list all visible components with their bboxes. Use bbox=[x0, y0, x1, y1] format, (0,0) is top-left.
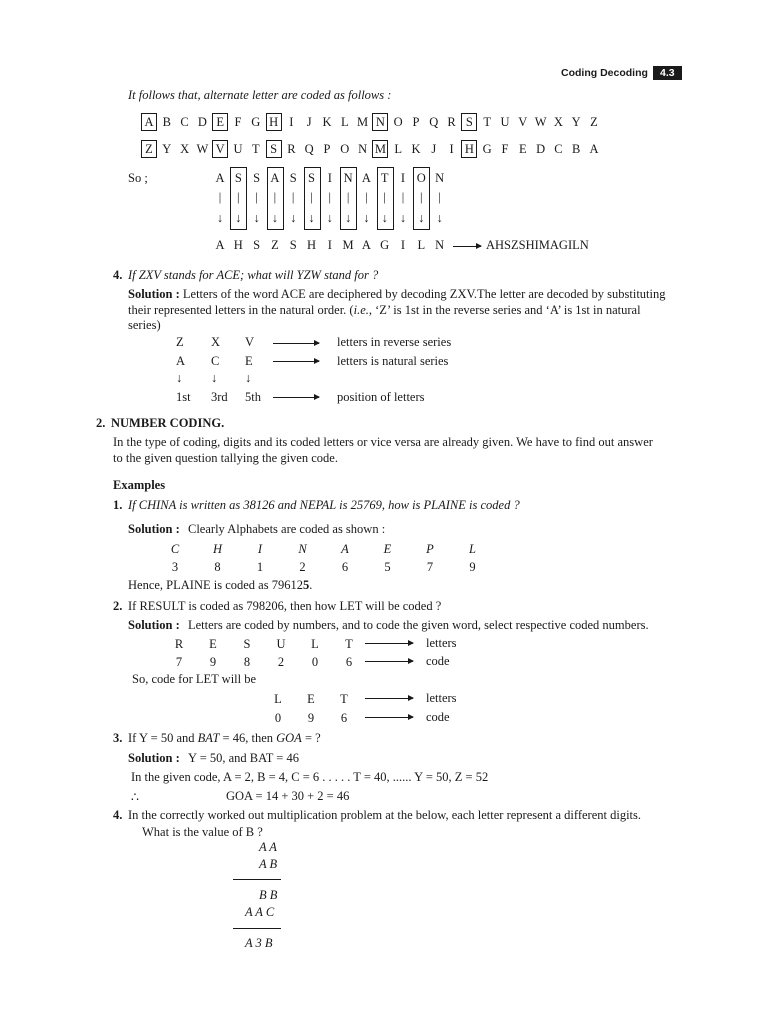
alphabet-letter: A bbox=[142, 114, 156, 130]
reverse-letter: J bbox=[431, 142, 437, 156]
reverse-letter: T bbox=[251, 142, 260, 156]
ex1-digit: 2 bbox=[299, 560, 306, 574]
reverse-letter: M bbox=[374, 142, 386, 156]
examples-heading: Examples bbox=[113, 478, 166, 492]
alphabet-letter: F bbox=[234, 115, 242, 129]
alphabet-letter: H bbox=[267, 114, 281, 130]
ex2-digit: 6 bbox=[345, 655, 353, 669]
connector-line: | bbox=[310, 190, 313, 204]
ex2-digit: 0 bbox=[311, 655, 319, 669]
ex1-solution-label: Solution : bbox=[128, 522, 180, 536]
coded-letter: I bbox=[400, 238, 406, 252]
ex3-number: 3. bbox=[113, 731, 123, 745]
q4-sol-line2a: their represented letters in the natural order. ( bbox=[128, 302, 354, 317]
alphabet-letter: Z bbox=[590, 115, 598, 129]
word-letter: A bbox=[361, 171, 371, 185]
ex2-letters-label: letters bbox=[426, 636, 457, 650]
zxv-1: Z bbox=[176, 335, 184, 349]
pos-3: 5th bbox=[245, 390, 261, 404]
alphabet-letter: D bbox=[197, 115, 207, 129]
down-arrow: ↓ bbox=[290, 211, 297, 225]
alphabet-letter: G bbox=[251, 115, 261, 129]
alphabet-letter: M bbox=[357, 115, 369, 129]
ex2-letter: L bbox=[311, 637, 319, 651]
ex3-q-c: = ? bbox=[301, 731, 321, 745]
reverse-letter: Q bbox=[304, 142, 314, 156]
word-letter: A bbox=[215, 171, 225, 185]
ex1-hence bbox=[128, 578, 312, 593]
ex1-letter: P bbox=[426, 542, 434, 556]
reverse-letter: W bbox=[196, 142, 209, 156]
connector-line: | bbox=[365, 190, 368, 204]
ex3-q-b: = 46, then bbox=[219, 731, 277, 745]
ace-3: E bbox=[245, 354, 253, 368]
reverse-letter: Y bbox=[162, 142, 172, 156]
alphabet-letter: E bbox=[213, 114, 227, 130]
arrow bbox=[273, 343, 319, 344]
ex1-digits bbox=[168, 559, 498, 575]
down-arrow: ↓ bbox=[344, 211, 352, 225]
mult-result: A 3 B bbox=[245, 936, 273, 950]
q4-question: If ZXV stands for ACE; what will YZW stand for ? bbox=[128, 268, 379, 282]
alphabet-letter: X bbox=[553, 115, 563, 129]
ex1-letters bbox=[168, 541, 498, 557]
connector-line: | bbox=[255, 190, 258, 204]
down-arrow: ↓ bbox=[216, 211, 224, 225]
word-letter: S bbox=[253, 171, 261, 185]
ex1-hence-bold: 5 bbox=[302, 578, 310, 592]
let-digit: 0 bbox=[274, 711, 282, 725]
ex1-digit: 5 bbox=[384, 560, 391, 574]
coded-letter: S bbox=[289, 238, 297, 252]
word-letter: A bbox=[270, 171, 280, 185]
down-arrow: ↓ bbox=[399, 211, 407, 225]
arrow bbox=[273, 361, 319, 362]
coded-letter: L bbox=[417, 238, 426, 252]
ex1-number: 1. bbox=[113, 498, 123, 512]
arrow bbox=[365, 661, 413, 662]
reverse-letter: N bbox=[358, 142, 368, 156]
reverse-letter: L bbox=[394, 142, 402, 156]
alphabet-letter: J bbox=[306, 115, 312, 129]
reverse-letter: O bbox=[340, 142, 350, 156]
ex2-digit: 9 bbox=[209, 655, 217, 669]
arrow bbox=[273, 397, 319, 398]
connector-line: | bbox=[438, 190, 441, 204]
reverse-letter: K bbox=[411, 142, 421, 156]
column-box bbox=[230, 167, 247, 230]
connector-line: | bbox=[291, 190, 295, 204]
connector-line: | bbox=[420, 190, 423, 204]
coded-letter: A bbox=[215, 238, 225, 252]
ex3-solution-label: Solution : bbox=[128, 751, 180, 765]
down-arrow: ↓ bbox=[308, 211, 315, 225]
down-arrow: ↓ bbox=[418, 211, 425, 225]
alphabet-letter: P bbox=[412, 115, 420, 129]
arrow bbox=[365, 698, 413, 699]
alphabet-letter: U bbox=[500, 115, 510, 129]
ex1-letter: A bbox=[341, 542, 349, 556]
ex2-code-label: code bbox=[426, 654, 450, 668]
ex1-digit: 1 bbox=[256, 560, 264, 574]
let-letter: L bbox=[274, 692, 282, 706]
ex2-letter: E bbox=[209, 637, 217, 651]
q4-sol-line3: series) bbox=[128, 318, 161, 332]
reverse-letter: D bbox=[536, 142, 546, 156]
ex3-q-bat: BAT bbox=[197, 731, 220, 745]
reverse-letter: P bbox=[323, 142, 331, 156]
ex3-question bbox=[128, 731, 321, 746]
reverse-letter: V bbox=[213, 141, 227, 157]
reverse-letter: E bbox=[518, 142, 527, 156]
q4-solution bbox=[128, 287, 698, 334]
ace-1: A bbox=[176, 354, 186, 368]
down-arrow: ↓ bbox=[326, 211, 333, 225]
coded-letter: M bbox=[342, 238, 354, 252]
ex1-digit: 3 bbox=[171, 560, 179, 574]
ex1-digit: 7 bbox=[426, 560, 434, 574]
alphabet-letter: N bbox=[373, 114, 387, 130]
alphabet-letter: R bbox=[447, 115, 456, 129]
pos-1: 1st bbox=[176, 390, 191, 404]
reverse-letter: G bbox=[482, 142, 492, 156]
mult-row3: B B bbox=[259, 888, 278, 902]
pos-2: 3rd bbox=[211, 390, 228, 404]
reverse-letter: Z bbox=[142, 141, 156, 157]
column-box bbox=[304, 167, 321, 230]
column-box bbox=[267, 167, 284, 230]
let-letters bbox=[271, 691, 371, 707]
mult-row4: A A C bbox=[245, 905, 275, 919]
coded-letter: I bbox=[327, 238, 332, 252]
zxv-3: V bbox=[245, 335, 255, 349]
ex2-letter: T bbox=[345, 637, 353, 651]
let-code-label: code bbox=[426, 710, 450, 724]
zxv-2: X bbox=[211, 335, 221, 349]
column-box bbox=[340, 167, 357, 230]
ex1-question: If CHINA is written as 38126 and NEPAL is 25769, how is PLAINE is coded ? bbox=[128, 498, 520, 512]
reverse-alphabet-row bbox=[142, 141, 612, 157]
reverse-letter: S bbox=[267, 141, 281, 157]
reverse-letter: C bbox=[554, 142, 563, 156]
ex2-digit: 7 bbox=[175, 655, 183, 669]
word-letter: S bbox=[308, 171, 315, 185]
ex2-digits bbox=[172, 654, 372, 670]
section-intro bbox=[113, 435, 713, 466]
ex1-letter: H bbox=[212, 542, 223, 556]
result-arrow bbox=[453, 246, 481, 247]
alphabet-letter: C bbox=[180, 115, 189, 129]
ex2-solution-label: Solution : bbox=[128, 618, 180, 632]
mult-line bbox=[233, 928, 281, 929]
alphabet-letter: T bbox=[483, 115, 491, 129]
ex2-letters bbox=[172, 636, 372, 652]
reverse-letter: H bbox=[462, 141, 476, 157]
ex2-question: If RESULT is coded as 798206, then how LET will be coded ? bbox=[128, 599, 442, 613]
reverse-letter: F bbox=[501, 142, 509, 156]
section-intro-line2: to the given question tallying the given code. bbox=[113, 450, 338, 465]
let-digits bbox=[271, 710, 371, 726]
mult-line bbox=[233, 879, 281, 880]
section-title: NUMBER CODING. bbox=[111, 416, 225, 430]
word-letter: I bbox=[327, 171, 332, 185]
alphabet-row bbox=[142, 114, 612, 130]
therefore-symbol: ∴ bbox=[131, 790, 139, 804]
ace-label: letters is natural series bbox=[337, 354, 449, 368]
word-letter: I bbox=[400, 171, 406, 185]
connector-line: | bbox=[273, 190, 277, 204]
let-letters-label: letters bbox=[426, 691, 457, 705]
down-arrow: ↓ bbox=[436, 211, 443, 225]
ex4-question-line1: In the correctly worked out multiplication problem at the below, each letter represent a different digits. bbox=[128, 808, 642, 822]
ex1-letter: E bbox=[383, 542, 392, 556]
ex1-letter: I bbox=[257, 542, 263, 556]
column-box bbox=[413, 167, 430, 230]
word-letter: O bbox=[416, 171, 426, 185]
reverse-letter: B bbox=[572, 142, 581, 156]
coded-letter: G bbox=[380, 238, 390, 252]
connector-line: | bbox=[218, 190, 222, 204]
reverse-letter: U bbox=[233, 142, 243, 156]
down-arrow: ↓ bbox=[245, 371, 252, 385]
down-arrow: ↓ bbox=[253, 211, 260, 225]
alphabet-letter: B bbox=[162, 115, 171, 129]
word-letter: S bbox=[289, 171, 297, 185]
ex1-letter: L bbox=[469, 542, 476, 556]
ex2-letter: U bbox=[276, 637, 286, 651]
alphabet-letter: K bbox=[322, 115, 332, 129]
solution-label: Solution : bbox=[128, 287, 180, 301]
ex3-q-goa: GOA bbox=[276, 731, 302, 745]
coded-row bbox=[213, 237, 453, 253]
column-box bbox=[377, 167, 394, 230]
alphabet-letter: S bbox=[462, 114, 476, 130]
connector-line: | bbox=[237, 190, 240, 204]
coded-letter: S bbox=[253, 238, 261, 252]
down-arrow: ↓ bbox=[211, 371, 218, 385]
section-number: 2. bbox=[96, 416, 106, 430]
arrow bbox=[365, 643, 413, 644]
arrow bbox=[365, 717, 413, 718]
word-letter: N bbox=[435, 171, 445, 185]
alphabet-letter: Y bbox=[571, 115, 581, 129]
so-label: So ; bbox=[128, 171, 148, 185]
ex1-digit: 8 bbox=[214, 560, 221, 574]
word-letter: T bbox=[380, 171, 389, 185]
ex2-solution: Letters are coded by numbers, and to code the given word, select respective coded numbers. bbox=[188, 618, 649, 632]
let-letter: T bbox=[340, 692, 348, 706]
reverse-letter: I bbox=[449, 142, 454, 156]
connector-line: | bbox=[328, 190, 332, 204]
intro-text: It follows that, alternate letter are coded as follows : bbox=[128, 88, 392, 102]
alphabet-letter: O bbox=[393, 115, 403, 129]
coded-letter: Z bbox=[271, 238, 279, 252]
ex1-letter: C bbox=[170, 542, 180, 556]
ex1-hence-text: Hence, PLAINE is coded as 79612 bbox=[128, 578, 303, 592]
q4-sol-ie: i.e., bbox=[353, 302, 373, 317]
q4-number: 4. bbox=[113, 268, 123, 282]
down-arrow: ↓ bbox=[271, 211, 279, 225]
let-letter: E bbox=[307, 692, 315, 706]
word-letter: N bbox=[343, 171, 353, 185]
alphabet-letter: I bbox=[289, 115, 294, 129]
reverse-letter: R bbox=[287, 142, 296, 156]
ex2-number: 2. bbox=[113, 599, 123, 613]
ex1-letter: N bbox=[298, 542, 307, 556]
down-arrow: ↓ bbox=[235, 211, 242, 225]
coded-letter: H bbox=[233, 238, 243, 252]
down-arrow: ↓ bbox=[363, 211, 370, 225]
ex1-hence-end: . bbox=[309, 578, 313, 592]
zxv-label: letters in reverse series bbox=[337, 335, 452, 349]
connector-line: | bbox=[383, 190, 386, 204]
connector-line: | bbox=[346, 190, 350, 204]
coded-result: AHSZSHIMAGILN bbox=[486, 238, 589, 252]
ex1-digit: 9 bbox=[469, 560, 476, 574]
ex3-solution: Y = 50, and BAT = 46 bbox=[188, 751, 299, 765]
ace-2: C bbox=[211, 354, 220, 368]
let-digit: 6 bbox=[340, 711, 348, 725]
coded-letter: N bbox=[435, 238, 445, 252]
chapter-title: Coding Decoding bbox=[561, 67, 648, 79]
ex3-given: In the given code, A = 2, B = 4, C = 6 . . . . . T = 40, ...... Y = 50, Z = 52 bbox=[131, 770, 489, 784]
connector-line: | bbox=[401, 190, 405, 204]
alphabet-letter: L bbox=[340, 115, 349, 129]
alphabet-letter: Q bbox=[429, 115, 439, 129]
alphabet-letter: W bbox=[534, 115, 547, 129]
reverse-letter: X bbox=[180, 142, 190, 156]
ex2-digit: 2 bbox=[277, 655, 285, 669]
down-arrow: ↓ bbox=[176, 371, 183, 385]
ex2-letter: R bbox=[174, 637, 184, 651]
mult-row2: A B bbox=[259, 857, 278, 871]
mult-row1: A A bbox=[259, 840, 277, 854]
word-letter: S bbox=[234, 171, 242, 185]
ex4-question-line2: What is the value of B ? bbox=[142, 825, 263, 839]
let-digit: 9 bbox=[307, 711, 315, 725]
ex3-q-a: If Y = 50 and bbox=[128, 731, 198, 745]
coded-letter: A bbox=[361, 238, 371, 252]
ex2-digit: 8 bbox=[243, 655, 251, 669]
coded-letter: H bbox=[306, 238, 317, 252]
pos-label: position of letters bbox=[337, 390, 425, 404]
ex2-letter: S bbox=[243, 637, 251, 651]
reverse-letter: A bbox=[589, 142, 599, 156]
ex2-so: So, code for LET will be bbox=[132, 672, 257, 686]
alphabet-letter: V bbox=[518, 115, 528, 129]
ex3-goa: GOA = 14 + 30 + 2 = 46 bbox=[226, 789, 350, 803]
q4-sol-line2b: ‘Z’ is 1st in the reverse series and ‘A’ is 1st in natural bbox=[372, 302, 641, 317]
ex1-solution: Clearly Alphabets are coded as shown : bbox=[188, 522, 386, 536]
page-number: 4.3 bbox=[653, 66, 682, 80]
ex4-number: 4. bbox=[113, 808, 123, 822]
down-arrow: ↓ bbox=[381, 211, 388, 225]
q4-sol-line1: Letters of the word ACE are deciphered by decoding ZXV.The letter are decoded by substituting bbox=[182, 287, 666, 301]
section-intro-line1: In the type of coding, digits and its coded letters or vice versa are already given. We have to find out answer bbox=[113, 435, 653, 449]
ex1-digit: 6 bbox=[341, 560, 349, 574]
